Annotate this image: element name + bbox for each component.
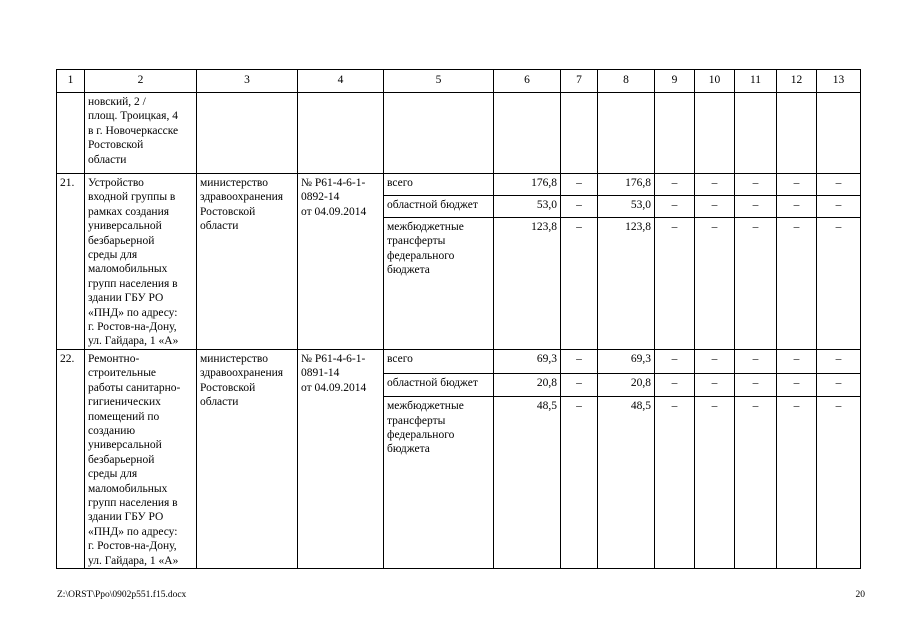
- value-col-12: –: [777, 174, 817, 196]
- value-col-7: –: [561, 218, 598, 350]
- header-cell: 10: [695, 70, 735, 93]
- budget-table: [56, 69, 861, 569]
- page-number: 20: [855, 590, 865, 600]
- header-cell: 9: [655, 70, 695, 93]
- value-col-13: –: [817, 350, 861, 374]
- value-col-7: –: [561, 196, 598, 218]
- value-col-10: –: [695, 218, 735, 350]
- value-col-8: 176,8: [598, 174, 655, 196]
- header-cell: 3: [197, 70, 298, 93]
- table-row: [57, 350, 861, 374]
- header-cell: 1: [57, 70, 85, 93]
- value-col-12: –: [777, 350, 817, 374]
- value-col-8: 123,8: [598, 218, 655, 350]
- continuation-row: [57, 93, 861, 174]
- value-col-8: 48,5: [598, 397, 655, 569]
- value-col-12: –: [777, 218, 817, 350]
- header-cell: 13: [817, 70, 861, 93]
- value-col-7: –: [561, 174, 598, 196]
- header-cell: 4: [298, 70, 384, 93]
- value-col-10: –: [695, 397, 735, 569]
- header-cell: 5: [384, 70, 494, 93]
- value-col-6: 69,3: [494, 350, 561, 374]
- value-col-11: –: [735, 373, 777, 397]
- value-col-13: –: [817, 373, 861, 397]
- value-col-9: –: [655, 350, 695, 374]
- value-col-11: –: [735, 196, 777, 218]
- value-col-12: –: [777, 373, 817, 397]
- header-cell: 7: [561, 70, 598, 93]
- items-body: [57, 174, 861, 569]
- item-ministry: министерство здравоохранения Ростовской области: [197, 174, 298, 350]
- item-number: 22.: [57, 350, 85, 569]
- value-col-6: 53,0: [494, 196, 561, 218]
- header-cell: 2: [85, 70, 197, 93]
- footer-file-path: Z:\ORST\Ppo\0902p551.f15.docx: [57, 590, 187, 600]
- value-col-10: –: [695, 373, 735, 397]
- value-col-9: –: [655, 373, 695, 397]
- value-col-12: –: [777, 196, 817, 218]
- value-col-11: –: [735, 397, 777, 569]
- value-col-10: –: [695, 174, 735, 196]
- value-col-10: –: [695, 196, 735, 218]
- funding-source: всего: [384, 174, 494, 196]
- value-col-9: –: [655, 196, 695, 218]
- header-cell: 12: [777, 70, 817, 93]
- value-col-7: –: [561, 350, 598, 374]
- value-col-6: 48,5: [494, 397, 561, 569]
- value-col-9: –: [655, 218, 695, 350]
- header-cell: 6: [494, 70, 561, 93]
- funding-source: межбюджетные трансферты федерального бюджета: [384, 397, 494, 569]
- funding-source: всего: [384, 350, 494, 374]
- value-col-10: –: [695, 350, 735, 374]
- item-name: Ремонтно- строительные работы санитарно- гигиенических помещений по созданию универсальной безбарьерной среды для маломобильных групп населения в здании ГБУ РО «ПНД» по адресу: г. Ростов-на-Дону, ул. Гайдара, 1 «А»: [85, 350, 197, 569]
- funding-source: межбюджетные трансферты федерального бюджета: [384, 218, 494, 350]
- value-col-13: –: [817, 196, 861, 218]
- value-col-7: –: [561, 373, 598, 397]
- value-col-13: –: [817, 174, 861, 196]
- item-document: № Р61-4-6-1- 0891-14 от 04.09.2014: [298, 350, 384, 569]
- item-name: Устройство входной группы в рамках создания универсальной безбарьерной среды для маломобильных групп населения в здании ГБУ РО «ПНД» по адресу: г. Ростов-на-Дону, ул. Гайдара, 1 «А»: [85, 174, 197, 350]
- value-col-7: –: [561, 397, 598, 569]
- value-col-11: –: [735, 350, 777, 374]
- value-col-11: –: [735, 174, 777, 196]
- value-col-11: –: [735, 218, 777, 350]
- item-ministry: министерство здравоохранения Ростовской области: [197, 350, 298, 569]
- funding-source: областной бюджет: [384, 373, 494, 397]
- item-document: № Р61-4-6-1- 0892-14 от 04.09.2014: [298, 174, 384, 350]
- value-col-6: 20,8: [494, 373, 561, 397]
- value-col-8: 69,3: [598, 350, 655, 374]
- table-row: [57, 174, 861, 196]
- value-col-13: –: [817, 397, 861, 569]
- value-col-13: –: [817, 218, 861, 350]
- value-col-9: –: [655, 174, 695, 196]
- value-col-8: 53,0: [598, 196, 655, 218]
- item-number: 21.: [57, 174, 85, 350]
- funding-source: областной бюджет: [384, 196, 494, 218]
- header-cell: 8: [598, 70, 655, 93]
- header-cell: 11: [735, 70, 777, 93]
- header-row: [57, 70, 861, 93]
- continuation-address: новский, 2 / площ. Троицкая, 4 в г. Новочеркасске Ростовской области: [85, 93, 197, 174]
- value-col-12: –: [777, 397, 817, 569]
- value-col-6: 123,8: [494, 218, 561, 350]
- value-col-8: 20,8: [598, 373, 655, 397]
- value-col-6: 176,8: [494, 174, 561, 196]
- value-col-9: –: [655, 397, 695, 569]
